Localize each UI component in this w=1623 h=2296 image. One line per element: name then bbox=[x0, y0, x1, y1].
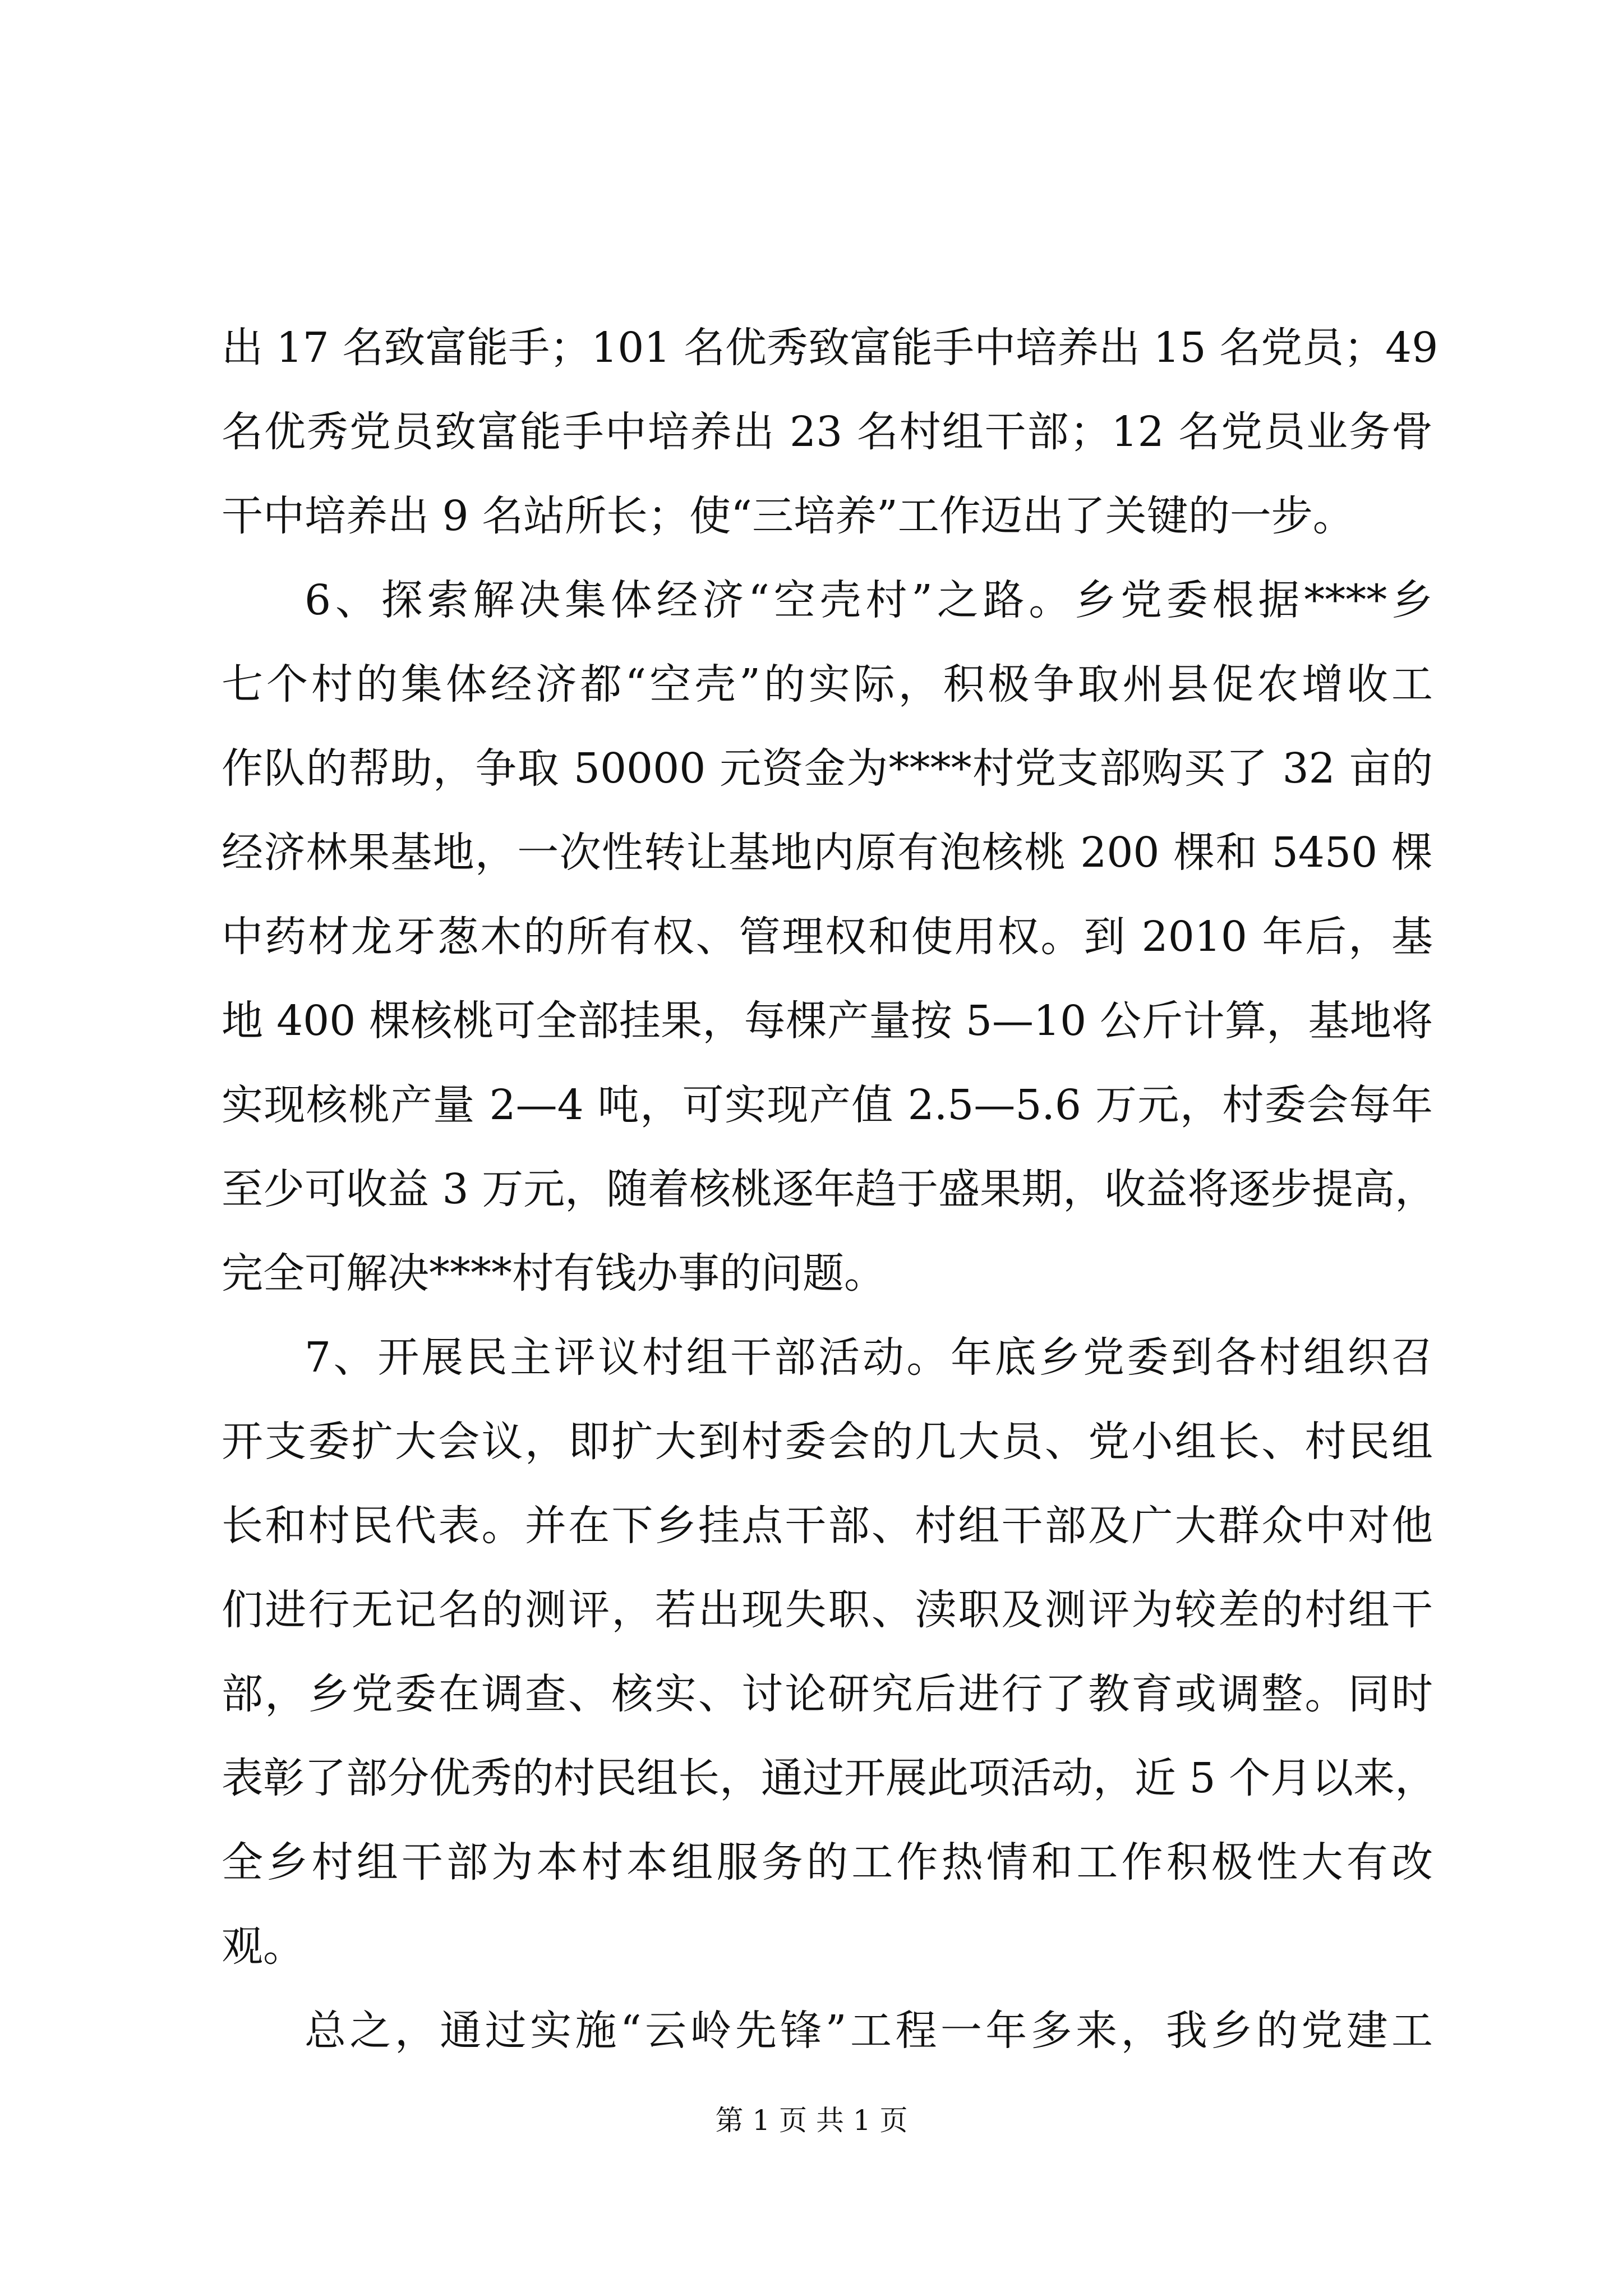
text-line: 完全可解决****村有钱办事的问题。 bbox=[222, 1249, 886, 1297]
text-line: 出 17 名致富能手；101 名优秀致富能手中培养出 15 名党员；49 bbox=[222, 324, 1438, 372]
text-line: 们进行无记名的测评，若出现失职、渎职及测评为较差的村组干 bbox=[222, 1586, 1433, 1634]
text-line: 经济林果基地，一次性转让基地内原有泡核桃 200 棵和 5450 棵 bbox=[222, 829, 1433, 877]
paragraph-conclusion: 总之，通过实施“云岭先锋”工程一年多来，我乡的党建工 bbox=[305, 2007, 1433, 2055]
paragraph-heading-6: 6、探索解决集体经济“空壳村”之路。乡党委根据****乡 bbox=[305, 576, 1433, 624]
paragraph-heading-7: 7、开展民主评议村组干部活动。年底乡党委到各村组织召 bbox=[305, 1333, 1433, 1382]
text-line: 部，乡党委在调查、核实、讨论研究后进行了教育或调整。同时 bbox=[222, 1670, 1433, 1718]
text-line: 名优秀党员致富能手中培养出 23 名村组干部；12 名党员业务骨 bbox=[222, 408, 1433, 456]
text-line: 至少可收益 3 万元，随着核桃逐年趋于盛果期，收益将逐步提高， bbox=[222, 1165, 1437, 1213]
text-line: 实现核桃产量 2—4 吨，可实现产值 2.5—5.6 万元，村委会每年 bbox=[222, 1081, 1433, 1129]
text-line: 干中培养出 9 名站所长；使“三培养”工作迈出了关键的一步。 bbox=[222, 492, 1354, 540]
text-line: 开支委扩大会议，即扩大到村委会的几大员、党小组长、村民组 bbox=[222, 1418, 1433, 1466]
text-line: 地 400 棵核桃可全部挂果，每棵产量按 5—10 公斤计算，基地将 bbox=[222, 997, 1433, 1045]
page-number-footer: 第 1 页 共 1 页 bbox=[715, 2104, 908, 2137]
text-line: 表彰了部分优秀的村民组长，通过开展此项活动，近 5 个月以来， bbox=[222, 1754, 1437, 1802]
text-line: 作队的帮助，争取 50000 元资金为****村党支部购买了 32 亩的 bbox=[222, 744, 1433, 793]
text-line: 中药材龙牙葱木的所有权、管理权和使用权。到 2010 年后，基 bbox=[222, 913, 1433, 961]
document-body bbox=[222, 306, 1438, 2073]
text-line: 观。 bbox=[222, 1922, 305, 1971]
text-line: 全乡村组干部为本村本组服务的工作热情和工作积极性大有改 bbox=[222, 1838, 1433, 1887]
text-line: 七个村的集体经济都“空壳”的实际，积极争取州县促农增收工 bbox=[222, 660, 1433, 708]
text-line: 长和村民代表。并在下乡挂点干部、村组干部及广大群众中对他 bbox=[222, 1502, 1433, 1550]
